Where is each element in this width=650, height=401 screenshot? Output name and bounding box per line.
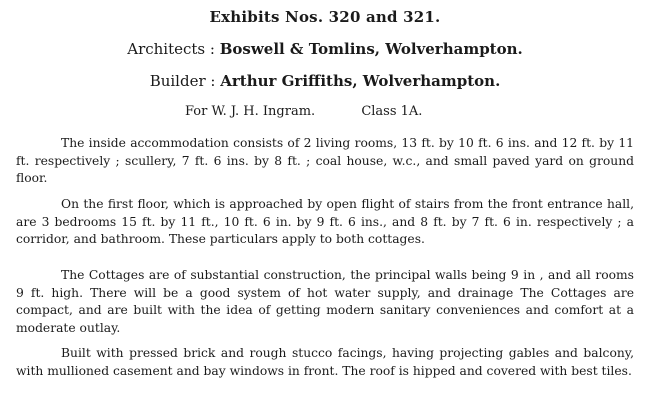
client-class-line xyxy=(185,104,422,119)
builder-value: Arthur Griffiths, Wolverhampton. xyxy=(220,72,501,90)
paragraph-ground-floor: The inside accommodation consists of 2 living rooms, 13 ft. by 10 ft. 6 ins. and 12 ft. by 11 ft. respectively ; scullery, 7 ft. 6 ins. by 8 ft. ; coal house, w.c., and small paved yard on ground floor. xyxy=(16,136,634,185)
paragraph-construction: The Cottages are of substantial construction, the principal walls being 9 in , and all rooms 9 ft. high. There will be a good system of hot water supply, and drainage The Cottages are compact, and are built with the idea of getting modern sanitary conveniences and comfort at a moderate outlay. xyxy=(16,268,634,335)
builder-label: Builder : xyxy=(149,72,216,90)
exhibits-title: Exhibits Nos. 320 and 321. xyxy=(209,8,441,26)
architects-line xyxy=(0,40,650,58)
paragraph-first-floor: On the first floor, which is approached by open flight of stairs from the front entrance hall, are 3 bedrooms 15 ft. by 11 ft., 10 ft. 6 in. by 9 ft. 6 ins., and 8 ft. by 7 ft. 6 in. respectively ; a corridor, and bathroom. These particulars apply to both cottages. xyxy=(16,197,634,246)
builder-line xyxy=(0,72,650,90)
architects-value: Boswell & Tomlins, Wolverhampton. xyxy=(219,40,523,58)
paragraph-materials: Built with pressed brick and rough stucco facings, having projecting gables and balcony, with mullioned casement and bay windows in front. The roof is hipped and covered with best tiles. xyxy=(16,346,634,378)
architects-label: Architects : xyxy=(127,40,215,58)
client-name: For W. J. H. Ingram. xyxy=(185,104,316,119)
class-label: Class 1A. xyxy=(361,104,423,119)
